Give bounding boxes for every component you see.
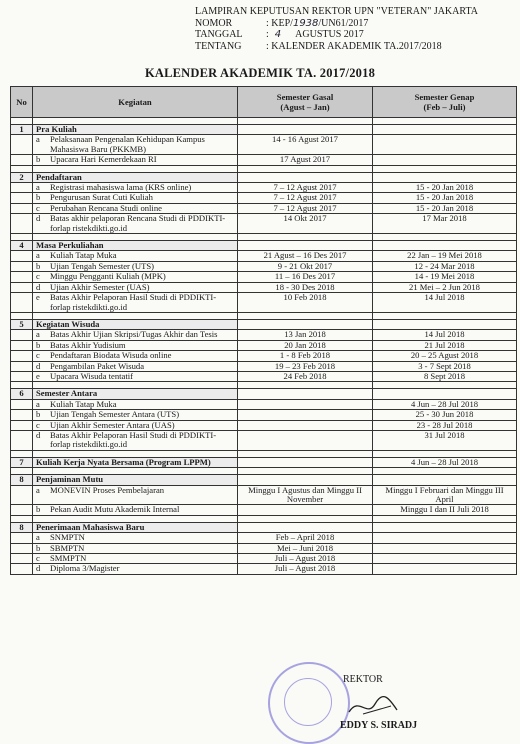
- genap-date: 17 Mar 2018: [373, 214, 517, 234]
- table-row: [11, 282, 517, 292]
- table-body: [11, 118, 517, 575]
- page-title: KALENDER AKADEMIK TA. 2017/2018: [144, 66, 376, 80]
- spacer-cell: [373, 382, 517, 389]
- empty-cell: [238, 475, 373, 485]
- activity-label: Pendaftaran Biodata Wisuda online: [50, 350, 172, 361]
- empty-cell: [238, 522, 373, 532]
- activity-label: Batas akhir pelaporan Rencana Studi di PDDIKTI-forlap ristekdikti.go.id: [50, 213, 226, 233]
- header-semester-genap: [373, 87, 517, 118]
- empty-no-cell: [11, 351, 33, 361]
- gasal-date: Mei – Juni 2018: [238, 543, 373, 553]
- genap-date: Minggu I dan II Juli 2018: [373, 505, 517, 515]
- item-letter: d: [36, 360, 41, 371]
- activity-label: Batas Akhir Yudisium: [50, 339, 126, 350]
- signatory-name: EDDY S. SIRADJ: [340, 720, 418, 731]
- empty-no-cell: [11, 371, 33, 381]
- section-number: 7: [11, 457, 33, 467]
- section-header-row: [11, 522, 517, 532]
- activity-item: [36, 351, 234, 360]
- genap-date: 23 - 28 Jul 2018: [373, 420, 517, 430]
- empty-cell: [373, 389, 517, 399]
- genap-date: 21 Mei – 2 Jun 2018: [373, 282, 517, 292]
- activity-cell: [33, 293, 238, 313]
- activity-label: Pelaksanaan Pengenalan Kehidupan Kampus Mahasiswa Baru (PKKMB): [50, 134, 205, 154]
- gasal-date: [238, 430, 373, 450]
- item-letter: c: [36, 350, 40, 361]
- empty-cell: [373, 475, 517, 485]
- nomor-suffix: /UN61/2017: [318, 17, 369, 29]
- spacer-cell: [373, 468, 517, 475]
- spacer-cell: [238, 118, 373, 125]
- gasal-date: 24 Feb 2018: [238, 371, 373, 381]
- section-number: 8: [11, 475, 33, 485]
- item-letter: d: [36, 213, 41, 224]
- tentang-value: : KALENDER AKADEMIK TA.2017/2018: [266, 40, 442, 52]
- activity-item: [36, 341, 234, 350]
- spacer-cell: [238, 312, 373, 319]
- gasal-date: [238, 420, 373, 430]
- activity-item: [36, 505, 234, 514]
- empty-no-cell: [11, 485, 33, 505]
- genap-title: Semester Genap: [414, 92, 475, 102]
- activity-label: Ujian Akhir Semester Antara (UAS): [50, 419, 175, 430]
- empty-no-cell: [11, 155, 33, 165]
- genap-date: [373, 543, 517, 553]
- empty-no-cell: [11, 505, 33, 515]
- activity-label: SBMPTN: [50, 542, 85, 553]
- empty-cell: [238, 241, 373, 251]
- gasal-date: 14 Okt 2017: [238, 214, 373, 234]
- empty-no-cell: [11, 214, 33, 234]
- gasal-date: Feb – April 2018: [238, 533, 373, 543]
- tanggal-suffix: AGUSTUS 2017: [295, 29, 364, 40]
- empty-no-cell: [11, 203, 33, 213]
- activity-label: Ujian Akhir Semester (UAS): [50, 281, 150, 292]
- gasal-date: [238, 399, 373, 409]
- item-letter: b: [36, 504, 41, 515]
- activity-label: Diploma 3/Magister: [50, 563, 120, 574]
- gasal-date: Juli – Agust 2018: [238, 554, 373, 564]
- gasal-date: 1 - 8 Feb 2018: [238, 351, 373, 361]
- spacer-cell: [373, 118, 517, 125]
- activity-item: [36, 410, 234, 419]
- section-header-row: [11, 457, 517, 467]
- nomor-handwritten: 1938: [292, 17, 319, 29]
- activity-label: Upacara Hari Kemerdekaan RI: [50, 154, 157, 165]
- activity-item: [36, 204, 234, 213]
- seal-emblem: [284, 678, 332, 726]
- genap-date: 8 Sept 2018: [373, 371, 517, 381]
- gasal-date: 18 - 30 Des 2018: [238, 282, 373, 292]
- genap-date: [373, 135, 517, 155]
- genap-range: (Feb – Juli): [423, 102, 466, 112]
- activity-cell: [33, 203, 238, 213]
- section-header-row: [11, 319, 517, 329]
- table-row: [11, 155, 517, 165]
- item-letter: a: [36, 134, 40, 145]
- activity-cell: [33, 533, 238, 543]
- section-genap-date: 4 Jun – 28 Jul 2018: [373, 457, 517, 467]
- empty-cell: [238, 125, 373, 135]
- spacer-cell: [373, 234, 517, 241]
- spacer-cell: [373, 165, 517, 172]
- activity-label: Batas Akhir Pelaporan Hasil Studi di PDDIKTI-forlap ristekdikti.go.id: [50, 429, 217, 450]
- genap-date: 14 - 19 Mei 2018: [373, 272, 517, 282]
- gasal-date: 20 Jan 2018: [238, 340, 373, 350]
- table-row: [11, 340, 517, 350]
- spacer-cell: [238, 234, 373, 241]
- activity-item: [36, 272, 234, 281]
- spacer-cell: [238, 165, 373, 172]
- activity-item: [36, 283, 234, 292]
- activity-item: [36, 544, 234, 553]
- empty-no-cell: [11, 564, 33, 574]
- table-row: [11, 251, 517, 261]
- activity-label: Kuliah Tatap Muka: [50, 398, 117, 409]
- activity-label: Batas Akhir Ujian Skripsi/Tugas Akhir dan Tesis: [50, 329, 218, 340]
- item-letter: a: [36, 484, 40, 495]
- header-line-lampiran: [195, 6, 478, 18]
- activity-label: Upacara Wisuda tentatif: [50, 370, 134, 381]
- section-title: Pendaftaran: [33, 172, 238, 182]
- activity-label: SNMPTN: [50, 532, 85, 543]
- table-row: [11, 183, 517, 193]
- document-header: [195, 6, 478, 52]
- activity-label: Minggu Pengganti Kuliah (MPK): [50, 271, 166, 282]
- gasal-date: 7 – 12 Agust 2017: [238, 203, 373, 213]
- activity-cell: [33, 430, 238, 450]
- table-row: [11, 361, 517, 371]
- empty-cell: [373, 241, 517, 251]
- empty-no-cell: [11, 410, 33, 420]
- activity-cell: [33, 564, 238, 574]
- activity-cell: [33, 410, 238, 420]
- table-row: [11, 505, 517, 515]
- empty-no-cell: [11, 554, 33, 564]
- table-row: [11, 410, 517, 420]
- section-header-row: [11, 125, 517, 135]
- spacer-cell: [238, 382, 373, 389]
- item-letter: b: [36, 154, 41, 165]
- nomor-label: NOMOR: [195, 17, 233, 29]
- gasal-date: 14 - 16 Agust 2017: [238, 135, 373, 155]
- activity-cell: [33, 193, 238, 203]
- empty-cell: [373, 125, 517, 135]
- empty-no-cell: [11, 251, 33, 261]
- item-letter: b: [36, 260, 41, 271]
- gasal-date: 7 – 12 Agust 2017: [238, 193, 373, 203]
- header-no: No: [11, 87, 33, 118]
- section-spacer: [11, 165, 517, 172]
- item-letter: e: [36, 370, 40, 381]
- activity-item: [36, 330, 234, 339]
- table-row: [11, 293, 517, 313]
- table-row: [11, 261, 517, 271]
- section-gasal-date: [238, 457, 373, 467]
- gasal-range: (Agust – Jan): [280, 102, 330, 112]
- spacer-cell: [373, 515, 517, 522]
- item-letter: a: [36, 532, 40, 543]
- nomor-prefix: : KEP/: [266, 17, 293, 29]
- section-spacer: [11, 118, 517, 125]
- header-kegiatan: Kegiatan: [33, 87, 238, 118]
- item-letter: d: [36, 429, 41, 440]
- gasal-date: 10 Feb 2018: [238, 293, 373, 313]
- activity-cell: [33, 272, 238, 282]
- genap-date: 3 - 7 Sept 2018: [373, 361, 517, 371]
- item-letter: a: [36, 398, 40, 409]
- spacer-cell: [238, 515, 373, 522]
- activity-cell: [33, 135, 238, 155]
- gasal-date: 13 Jan 2018: [238, 330, 373, 340]
- section-header-row: [11, 475, 517, 485]
- activity-cell: [33, 261, 238, 271]
- genap-date: 31 Jul 2018: [373, 430, 517, 450]
- table-row: [11, 351, 517, 361]
- genap-date: 15 - 20 Jan 2018: [373, 183, 517, 193]
- table-row: [11, 554, 517, 564]
- handwritten-signature: [345, 692, 405, 720]
- item-letter: c: [36, 271, 40, 282]
- table-row: [11, 193, 517, 203]
- item-letter: a: [36, 250, 40, 261]
- table-row: [11, 420, 517, 430]
- header-line-tentang: [195, 41, 478, 53]
- empty-no-cell: [11, 543, 33, 553]
- empty-cell: [238, 172, 373, 182]
- section-number: 6: [11, 389, 33, 399]
- gasal-date: Minggu I Agustus dan Minggu II November: [238, 485, 373, 505]
- activity-label: Ujian Tengah Semester (UTS): [50, 260, 155, 271]
- section-title: Kegiatan Wisuda: [33, 319, 238, 329]
- header-lampiran-text: LAMPIRAN KEPUTUSAN REKTOR UPN "VETERAN" JAKARTA: [195, 6, 478, 17]
- gasal-date: 7 – 12 Agust 2017: [238, 183, 373, 193]
- section-number: 5: [11, 319, 33, 329]
- empty-cell: [238, 319, 373, 329]
- table-row: [11, 564, 517, 574]
- gasal-title: Semester Gasal: [276, 92, 334, 102]
- gasal-date: Juli – Agust 2018: [238, 564, 373, 574]
- activity-label: MONEVIN Proses Pembelajaran: [50, 484, 165, 495]
- empty-no-cell: [11, 293, 33, 313]
- table-row: [11, 533, 517, 543]
- activity-item: [36, 293, 234, 312]
- activity-cell: [33, 155, 238, 165]
- item-letter: d: [36, 563, 41, 574]
- empty-no-cell: [11, 399, 33, 409]
- gasal-date: 19 – 23 Feb 2018: [238, 361, 373, 371]
- activity-item: [36, 421, 234, 430]
- header-semester-gasal: [238, 87, 373, 118]
- empty-no-cell: [11, 330, 33, 340]
- section-header-row: [11, 172, 517, 182]
- gasal-date: 9 - 21 Okt 2017: [238, 261, 373, 271]
- item-letter: b: [36, 192, 41, 203]
- activity-label: Pengurusan Surat Cuti Kuliah: [50, 192, 153, 203]
- spacer-cell: [373, 312, 517, 319]
- table-row: [11, 203, 517, 213]
- activity-item: [36, 135, 234, 154]
- activity-cell: [33, 399, 238, 409]
- activity-item: [36, 400, 234, 409]
- genap-date: [373, 155, 517, 165]
- empty-no-cell: [11, 261, 33, 271]
- section-number: 4: [11, 241, 33, 251]
- genap-date: [373, 554, 517, 564]
- activity-label: Ujian Tengah Semester Antara (UTS): [50, 409, 180, 420]
- section-title: Semester Antara: [33, 389, 238, 399]
- item-letter: e: [36, 292, 40, 303]
- item-letter: a: [36, 329, 40, 340]
- activity-item: [36, 193, 234, 202]
- activity-item: [36, 362, 234, 371]
- header-line-nomor: [195, 18, 478, 30]
- empty-no-cell: [11, 183, 33, 193]
- empty-no-cell: [11, 420, 33, 430]
- activity-label: Pengambilan Paket Wisuda: [50, 360, 145, 371]
- genap-date: 22 Jan – 19 Mei 2018: [373, 251, 517, 261]
- item-letter: c: [36, 553, 40, 564]
- section-number: 8: [11, 522, 33, 532]
- activity-label: SMMPTN: [50, 553, 87, 564]
- activity-item: [36, 431, 234, 450]
- activity-cell: [33, 183, 238, 193]
- tanggal-prefix: :: [266, 29, 269, 40]
- empty-no-cell: [11, 193, 33, 203]
- genap-date: 14 Jul 2018: [373, 330, 517, 340]
- activity-label: Batas Akhir Pelaporan Hasil Studi di PDDIKTI-forlap ristekdikti.go.id: [50, 292, 217, 312]
- gasal-date: 17 Agust 2017: [238, 155, 373, 165]
- table-row: [11, 485, 517, 505]
- table-row: [11, 214, 517, 234]
- section-header-row: [11, 241, 517, 251]
- signatory-title: REKTOR: [343, 674, 383, 685]
- empty-no-cell: [11, 361, 33, 371]
- item-letter: d: [36, 281, 41, 292]
- section-title: Penerimaan Mahasiswa Baru: [33, 522, 238, 532]
- activity-cell: [33, 340, 238, 350]
- activity-cell: [33, 351, 238, 361]
- genap-date: [373, 533, 517, 543]
- section-title: Masa Perkuliahan: [33, 241, 238, 251]
- activity-cell: [33, 214, 238, 234]
- empty-no-cell: [11, 430, 33, 450]
- section-number: 1: [11, 125, 33, 135]
- empty-no-cell: [11, 272, 33, 282]
- activity-cell: [33, 330, 238, 340]
- genap-date: [373, 564, 517, 574]
- activity-item: [36, 564, 234, 573]
- activity-item: [36, 372, 234, 381]
- genap-date: 14 Jul 2018: [373, 293, 517, 313]
- gasal-date: 21 Agust – 16 Des 2017: [238, 251, 373, 261]
- activity-label: Registrasi mahasiswa lama (KRS online): [50, 182, 192, 193]
- activity-item: [36, 214, 234, 233]
- activity-item: [36, 554, 234, 563]
- activity-item: [36, 155, 234, 164]
- genap-date: Minggu I Februari dan Minggu III April: [373, 485, 517, 505]
- empty-no-cell: [11, 135, 33, 155]
- empty-cell: [373, 319, 517, 329]
- empty-cell: [373, 172, 517, 182]
- section-number: 2: [11, 172, 33, 182]
- table-row: [11, 399, 517, 409]
- empty-no-cell: [11, 282, 33, 292]
- genap-date: 20 – 25 Agust 2018: [373, 351, 517, 361]
- genap-date: 4 Jun – 28 Jul 2018: [373, 399, 517, 409]
- section-title: Penjaminan Mutu: [33, 475, 238, 485]
- section-title: Kuliah Kerja Nyata Bersama (Program LPPM): [33, 457, 238, 467]
- item-letter: c: [36, 202, 40, 213]
- activity-cell: [33, 361, 238, 371]
- item-letter: b: [36, 409, 41, 420]
- table-row: [11, 272, 517, 282]
- table-row: [11, 371, 517, 381]
- activity-cell: [33, 282, 238, 292]
- genap-date: 15 - 20 Jan 2018: [373, 193, 517, 203]
- spacer-cell: [238, 468, 373, 475]
- table-row: [11, 135, 517, 155]
- activity-item: [36, 251, 234, 260]
- activity-cell: [33, 251, 238, 261]
- tanggal-handwritten: 4: [274, 29, 282, 40]
- activity-cell: [33, 543, 238, 553]
- activity-cell: [33, 485, 238, 505]
- item-letter: c: [36, 419, 40, 430]
- gasal-date: 11 – 16 Des 2017: [238, 272, 373, 282]
- academic-calendar-table: [10, 86, 517, 575]
- spacer-cell: [238, 450, 373, 457]
- tentang-label: TENTANG: [195, 40, 242, 52]
- empty-no-cell: [11, 533, 33, 543]
- activity-label: Kuliah Tatap Muka: [50, 250, 117, 261]
- genap-date: 21 Jul 2018: [373, 340, 517, 350]
- gasal-date: [238, 505, 373, 515]
- activity-cell: [33, 371, 238, 381]
- activity-item: [36, 533, 234, 542]
- activity-cell: [33, 420, 238, 430]
- activity-label: Pekan Audit Mutu Akademik Internal: [50, 504, 180, 515]
- activity-cell: [33, 554, 238, 564]
- activity-item: [36, 262, 234, 271]
- university-seal-stamp: [268, 662, 350, 744]
- table-header-row: [11, 87, 517, 118]
- table-row: [11, 430, 517, 450]
- gasal-date: [238, 410, 373, 420]
- empty-no-cell: [11, 340, 33, 350]
- section-header-row: [11, 389, 517, 399]
- activity-item: [36, 183, 234, 192]
- item-letter: a: [36, 182, 40, 193]
- empty-cell: [373, 522, 517, 532]
- tanggal-label: TANGGAL: [195, 29, 243, 40]
- genap-date: 25 - 30 Jun 2018: [373, 410, 517, 420]
- table-row: [11, 543, 517, 553]
- activity-label: Perubahan Rencana Studi online: [50, 202, 162, 213]
- section-title: Pra Kuliah: [33, 125, 238, 135]
- item-letter: b: [36, 339, 41, 350]
- header-line-tanggal: [195, 29, 478, 41]
- genap-date: 15 - 20 Jan 2018: [373, 203, 517, 213]
- empty-cell: [238, 389, 373, 399]
- genap-date: 12 - 24 Mar 2018: [373, 261, 517, 271]
- activity-item: [36, 486, 234, 495]
- item-letter: b: [36, 542, 41, 553]
- table-row: [11, 330, 517, 340]
- activity-cell: [33, 505, 238, 515]
